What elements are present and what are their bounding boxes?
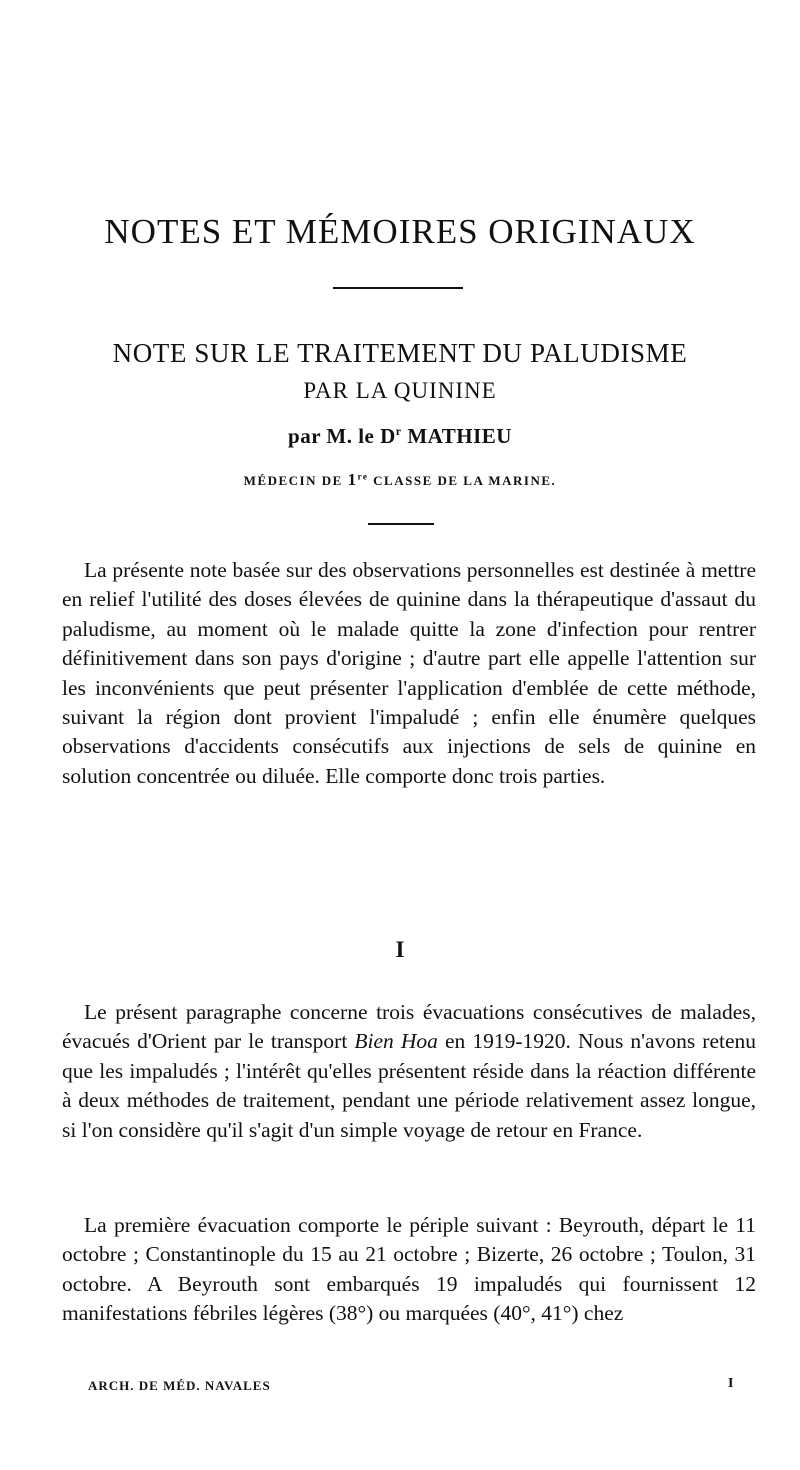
rank-sup: re (357, 471, 369, 482)
title-divider (368, 523, 434, 525)
author-line (0, 424, 800, 449)
section-heading: NOTES ET MÉMOIRES ORIGINAUX (104, 212, 696, 251)
author-title-sup: r (395, 424, 402, 438)
author-prefix: par M. le D (288, 424, 396, 448)
part-number: I (395, 937, 405, 962)
paragraph-text: en 1919-1920. Nous n'avons retenu que les impaludés ; l'intérêt qu'elles présentent réside dans la réaction différente à deux méthodes de traitement, pendant une période relativement assez longue, si l'on considère qu'il s'agit d'un simple voyage de retour en France. (62, 1029, 756, 1142)
article-subtitle: PAR LA QUININE (303, 378, 497, 403)
body-paragraph-2: La première évacuation comporte le périple suivant : Beyrouth, départ le 11 octobre ; Constantinople du 15 au 21 octobre ; Bizerte, 26 octobre ; Toulon, 31 octobre. A Beyrouth sont embarqués 19 impaludés qui fournissent 12 manifestations fébriles légères (38°) ou marquées (40°, 41°) chez (62, 1213, 756, 1326)
rank-number: 1 (347, 470, 358, 489)
ship-name: Bien Hoa (354, 1029, 438, 1054)
heading-divider (333, 287, 463, 289)
signature-mark: I (728, 1376, 734, 1391)
paragraph-text: Le présent paragraphe concerne trois évacuations consécutives de malades, évacués d'Orient par le transport (62, 1000, 756, 1054)
body-paragraph-1 (62, 998, 756, 1145)
author-rank (0, 470, 800, 490)
article-title: NOTE SUR LE TRAITEMENT DU PALUDISME (112, 338, 688, 368)
intro-paragraph: La présente note basée sur des observations personnelles est destinée à mettre en relief l'utilité des doses élevées de quinine dans la thérapeutique d'assaut du paludisme, au moment où le malade quitte la zone d'infection pour rentrer définitivement dans son pays d'origine ; d'autre part elle appelle l'attention sur les inconvénients que peut présenter l'application d'emblée de cette méthode, suivant la région dont provient l'impaludé ; enfin elle énumère quelques observations d'accidents consécutifs aux injections de sels de quinine en solution concentrée ou diluée. Elle comporte donc trois parties. (62, 558, 756, 788)
rank-suffix: CLASSE DE LA MARINE. (368, 473, 557, 488)
author-name: MATHIEU (401, 424, 512, 448)
journal-footer: ARCH. DE MÉD. NAVALES (88, 1378, 271, 1393)
rank-prefix: MÉDECIN DE (243, 473, 348, 488)
